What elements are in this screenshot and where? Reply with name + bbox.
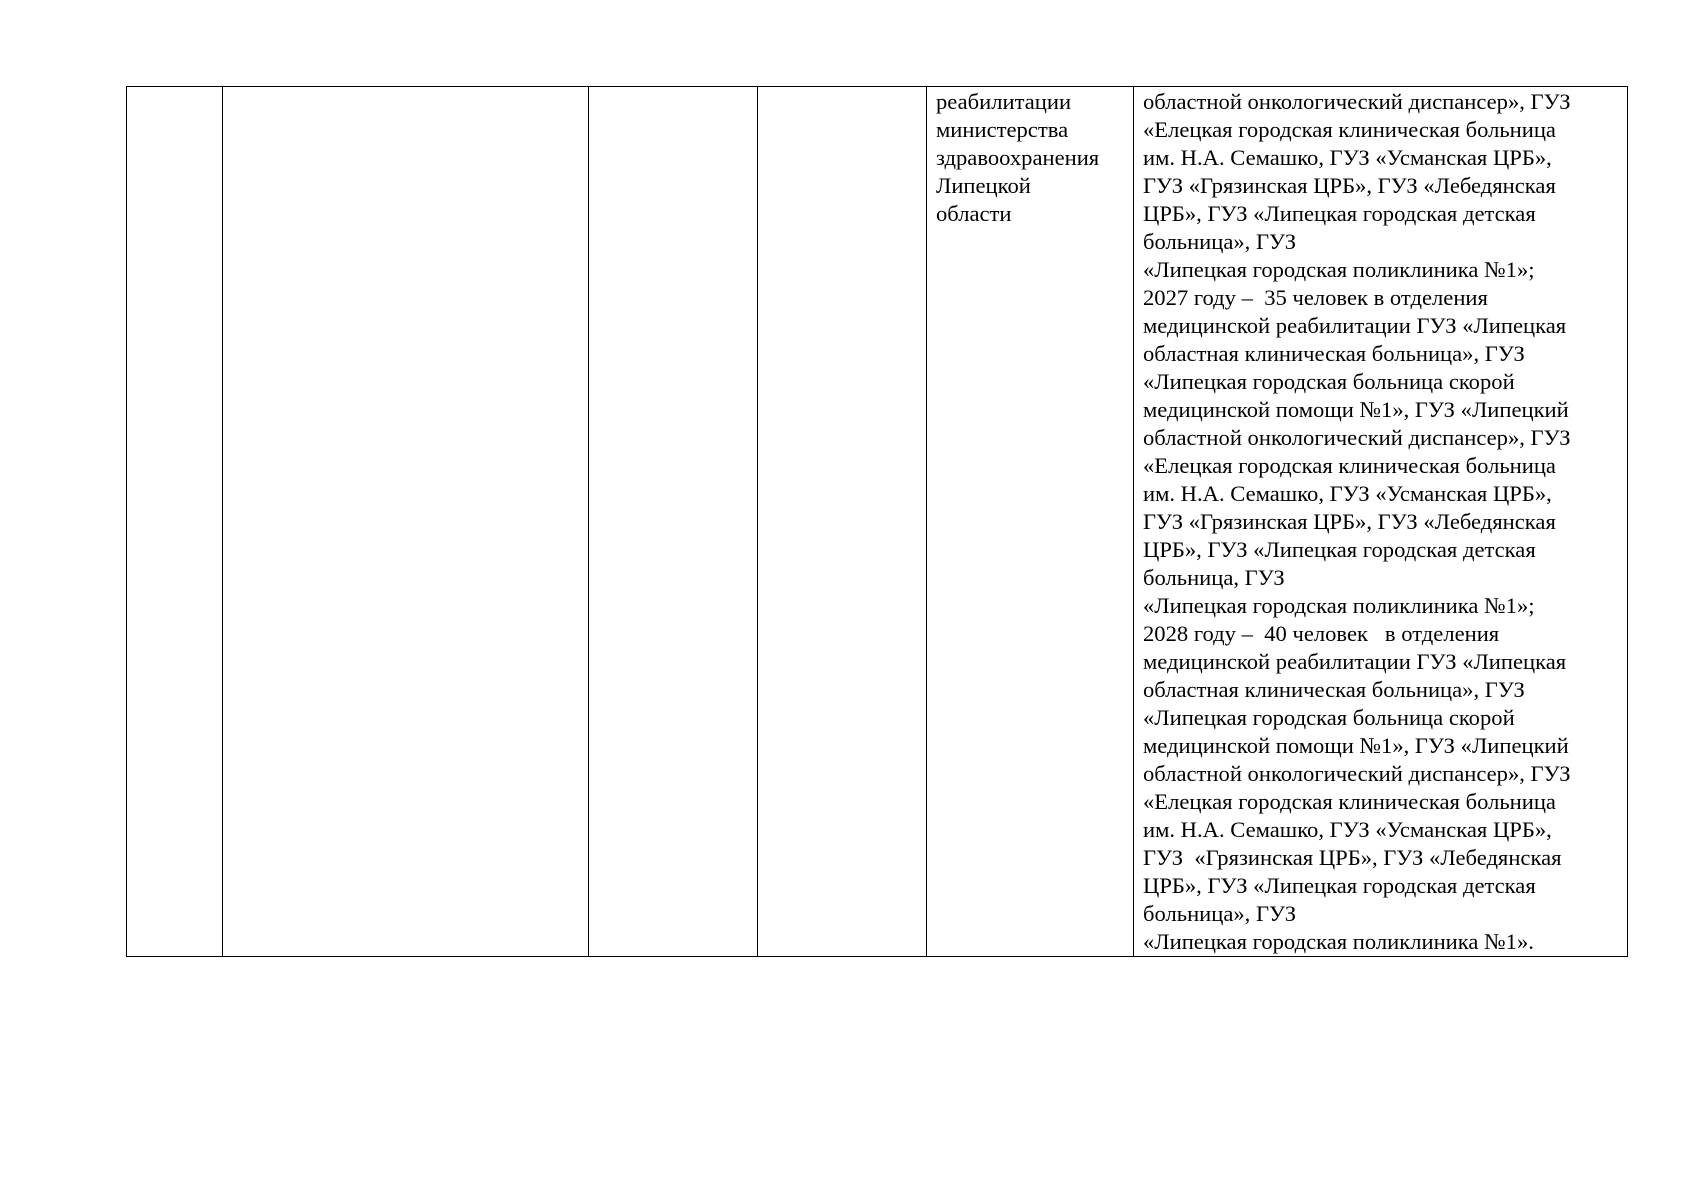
- cell-text-line: «Липецкая городская поликлиника №1».: [1143, 929, 1534, 954]
- cell-text-line: медицинской реабилитации ГУЗ «Липецкая: [1143, 649, 1567, 674]
- cell-text-line: «Липецкая городская поликлиника №1»;: [1143, 593, 1535, 618]
- cell-text-line: реабилитации: [936, 89, 1072, 114]
- cell-text-line: здравоохранения: [936, 145, 1100, 170]
- table-cell-start-date: [589, 87, 758, 957]
- table-cell-description: [1134, 87, 1628, 957]
- cell-text-line: «Елецкая городская клиническая больница: [1143, 117, 1556, 142]
- document-table: [126, 86, 1628, 957]
- cell-text-line: ГУЗ «Грязинская ЦРБ», ГУЗ «Лебедянская: [1143, 509, 1556, 534]
- cell-text-line: медицинской помощи №1», ГУЗ «Липецкий: [1143, 733, 1569, 758]
- cell-text-line: им. Н.А. Семашко, ГУЗ «Усманская ЦРБ»,: [1143, 817, 1552, 842]
- cell-text-line: «Липецкая городская поликлиника №1»;: [1143, 257, 1535, 282]
- cell-text-line: медицинской помощи №1», ГУЗ «Липецкий: [1143, 397, 1569, 422]
- cell-text-line: «Елецкая городская клиническая больница: [1143, 789, 1556, 814]
- table-cell-responsible: [927, 87, 1134, 957]
- cell-text-line: ГУЗ «Грязинская ЦРБ», ГУЗ «Лебедянская: [1143, 845, 1562, 870]
- cell-text-line: 2027 году – 35 человек в отделения: [1143, 285, 1488, 310]
- cell-text-line: 2028 году – 40 человек в отделения: [1143, 621, 1500, 646]
- cell-text-line: Липецкой: [936, 173, 1031, 198]
- cell-text-line: министерства: [936, 117, 1069, 142]
- cell-text-line: «Липецкая городская больница скорой: [1143, 705, 1515, 730]
- cell-text-line: областной онкологический диспансер», ГУЗ: [1143, 425, 1571, 450]
- cell-text-line: больница», ГУЗ: [1143, 229, 1297, 254]
- cell-text-line: медицинской реабилитации ГУЗ «Липецкая: [1143, 313, 1567, 338]
- cell-text-line: ГУЗ «Грязинская ЦРБ», ГУЗ «Лебедянская: [1143, 173, 1556, 198]
- table-cell-end-date: [758, 87, 927, 957]
- cell-text-line: «Елецкая городская клиническая больница: [1143, 453, 1556, 478]
- cell-text-line: ЦРБ», ГУЗ «Липецкая городская детская: [1143, 537, 1536, 562]
- cell-text-line: больница», ГУЗ: [1143, 901, 1297, 926]
- cell-text-line: областной онкологический диспансер», ГУЗ: [1143, 761, 1571, 786]
- table-cell-number: [127, 87, 223, 957]
- cell-text-line: им. Н.А. Семашко, ГУЗ «Усманская ЦРБ»,: [1143, 481, 1552, 506]
- table-cell-event: [223, 87, 589, 957]
- cell-text-line: им. Н.А. Семашко, ГУЗ «Усманская ЦРБ»,: [1143, 145, 1552, 170]
- cell-text-line: областной онкологический диспансер», ГУЗ: [1143, 89, 1571, 114]
- cell-text-line: областная клиническая больница», ГУЗ: [1143, 677, 1525, 702]
- cell-text-line: области: [936, 201, 1012, 226]
- cell-text-line: больница, ГУЗ: [1143, 565, 1285, 590]
- cell-text-line: областная клиническая больница», ГУЗ: [1143, 341, 1525, 366]
- table-row: [127, 87, 1628, 957]
- cell-text-line: «Липецкая городская больница скорой: [1143, 369, 1515, 394]
- cell-text-line: ЦРБ», ГУЗ «Липецкая городская детская: [1143, 873, 1536, 898]
- cell-text-line: ЦРБ», ГУЗ «Липецкая городская детская: [1143, 201, 1536, 226]
